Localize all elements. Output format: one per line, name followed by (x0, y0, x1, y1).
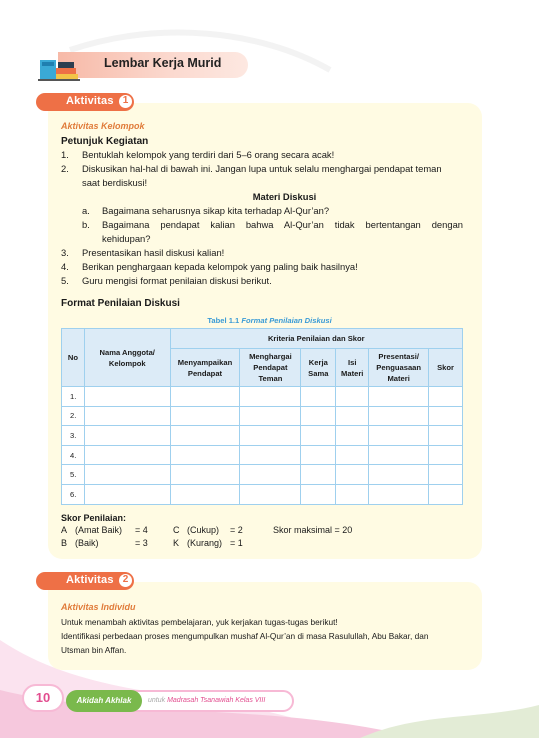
score-code: C (173, 525, 180, 535)
score-code: A (61, 525, 68, 535)
worksheet-header (36, 50, 246, 82)
row-number: 3. (62, 426, 85, 446)
column-header-criterion: Kerja Sama (301, 349, 336, 387)
table-caption-number: Tabel 1.1 (207, 316, 240, 325)
table-row (62, 445, 463, 465)
score-label: (Amat Baik) (75, 525, 123, 535)
footer-level: Madrasah Tsanawiah Kelas VIII (167, 697, 266, 704)
step-text: Guru mengisi format penilaian diskusi berikut. (82, 275, 272, 286)
score-value: = 3 (135, 538, 148, 548)
step-text: Berikan penghargaan kepada kelompok yang paling baik hasilnya! (82, 261, 358, 272)
discussion-letter: a. (82, 205, 90, 216)
column-header-criterion: Presentasi/ Penguasaan Materi (369, 349, 429, 387)
score-label: (Cukup) (187, 525, 220, 535)
column-header-criteria-group: Kriteria Penilaian dan Skor (170, 329, 462, 349)
row-number: 2. (62, 406, 85, 426)
step-text-continued: saat berdiskusi! (82, 177, 148, 188)
score-code: K (173, 538, 180, 548)
discussion-title: Materi Diskusi (252, 191, 317, 202)
column-header-no: No (62, 329, 85, 387)
discussion-text-continued: kehidupan? (102, 233, 151, 244)
discussion-text: Bagaimana seharusnya sikap kita terhadap Al-Qur’an? (102, 205, 330, 216)
step-number: 5. (61, 275, 69, 286)
footer-for-word: untuk (148, 697, 166, 704)
table-caption-title: Format Penilaian Diskusi (241, 316, 332, 325)
score-value: = 1 (230, 538, 243, 548)
footer-book-title: Akidah Akhlak (66, 690, 142, 712)
table-caption (0, 316, 539, 325)
assessment-title: Format Penilaian Diskusi (61, 298, 180, 309)
step-text: Bentuklah kelompok yang terdiri dari 5–6 orang secara acak! (82, 149, 335, 160)
score-label: (Kurang) (187, 538, 223, 548)
column-header-criterion: Isi Materi (336, 349, 369, 387)
max-score: Skor maksimal = 20 (273, 525, 353, 535)
activity-2-subtitle: Aktivitas Individu (61, 602, 136, 612)
step-number: 4. (61, 261, 69, 272)
table-row (62, 426, 463, 446)
footer-subtitle (148, 697, 265, 704)
step-number: 3. (61, 247, 69, 258)
table-row (62, 406, 463, 426)
books-icon (36, 50, 80, 82)
row-number: 1. (62, 387, 85, 407)
score-title: Skor Penilaian: (61, 513, 127, 523)
score-code: B (61, 538, 68, 548)
score-value: = 2 (230, 525, 243, 535)
step-number: 2. (61, 163, 69, 174)
activity-2-text: Utsman bin Affan. (61, 645, 127, 655)
table-row (62, 484, 463, 504)
score-value: = 4 (135, 525, 148, 535)
discussion-text: Bagaimana pendapat kalian bahwa Al-Qur’an tidak bertentangan dengan (102, 219, 463, 230)
column-header-name: Nama Anggota/ Kelompok (84, 329, 170, 387)
step-number: 1. (61, 149, 69, 160)
instructions-title: Petunjuk Kegiatan (61, 136, 149, 147)
activity-1-subtitle: Aktivitas Kelompok (61, 121, 145, 131)
row-number: 6. (62, 484, 85, 504)
row-number: 4. (62, 445, 85, 465)
row-number: 5. (62, 465, 85, 485)
page-title: Lembar Kerja Murid (104, 56, 222, 70)
activity-2-text: Identifikasi perbedaan proses mengumpulkan mushaf Al-Qur’an di masa Rasulullah, Abu Bakar, dan (61, 631, 429, 641)
column-header-criterion: Menyampaikan Pendapat (170, 349, 240, 387)
activity-2-tab-label: Aktivitas (66, 574, 114, 586)
activity-2-text: Untuk menambah aktivitas pembelajaran, yuk kerjakan tugas-tugas berikut! (61, 617, 338, 627)
score-label: (Baik) (75, 538, 99, 548)
table-row (62, 465, 463, 485)
activity-1-tab-label: Aktivitas (66, 95, 114, 107)
discussion-letter: b. (82, 219, 90, 230)
column-header-score: Skor (429, 349, 463, 387)
activity-2-tab-number: 2 (118, 573, 133, 588)
column-header-criterion: Menghargai Pendapat Teman (240, 349, 301, 387)
step-text: Presentasikan hasil diskusi kalian! (82, 247, 225, 258)
table-row (62, 387, 463, 407)
activity-1-tab-number: 1 (118, 94, 133, 109)
step-text: Diskusikan hal-hal di bawah ini. Jangan lupa untuk selalu menghargai pendapat teman (82, 163, 442, 174)
assessment-table (61, 328, 463, 505)
page-number: 10 (22, 684, 64, 712)
